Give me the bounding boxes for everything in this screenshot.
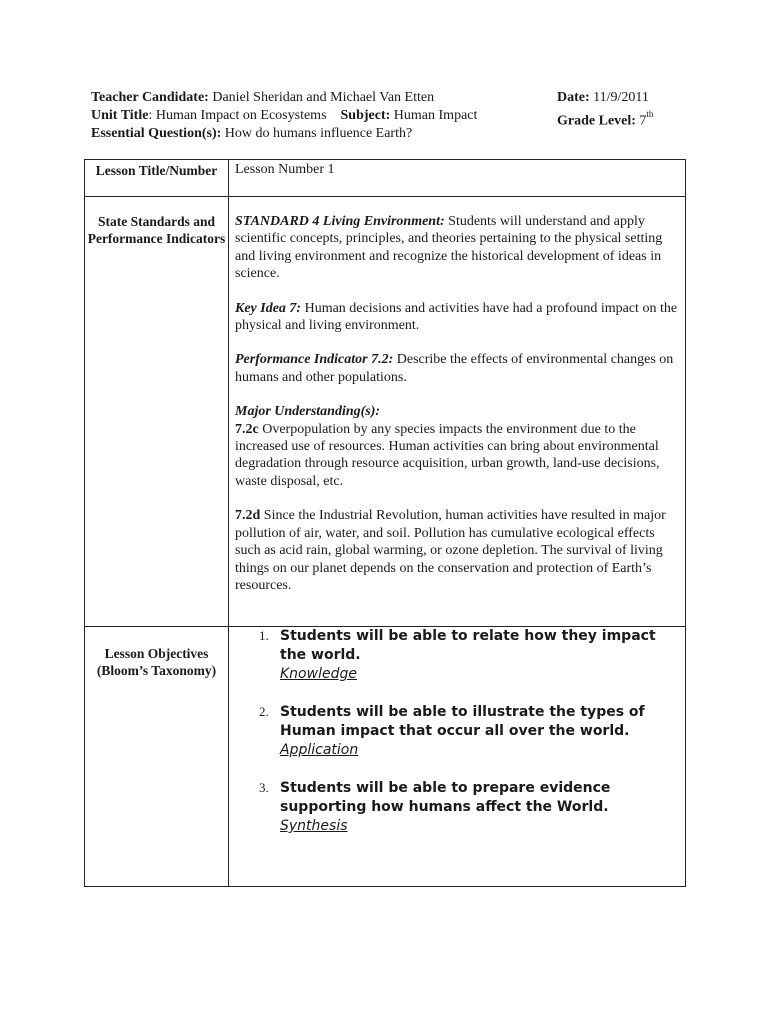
unit-label: Unit Title: [91, 108, 149, 123]
objective-item: [235, 703, 679, 760]
grade-superscript: th: [646, 109, 654, 119]
major-understandings-label: Major Understanding(s):: [235, 404, 381, 420]
objectives-label-cell: [85, 627, 229, 887]
objectives-content-cell: [229, 627, 686, 887]
lesson-title-value: Lesson Number 1: [235, 162, 335, 177]
teacher-label: Teacher Candidate:: [91, 90, 209, 105]
lesson-title-row: [85, 160, 686, 197]
performance-indicator-text: Describe the effects of environmental changes on humans and other populations.: [235, 352, 674, 385]
header-row-essential-question: [91, 125, 691, 143]
essential-question-label: Essential Question(s):: [91, 126, 222, 141]
standards-label: State Standards and Performance Indicators: [87, 214, 226, 246]
key-idea-paragraph: [235, 300, 679, 335]
lesson-title-label-cell: [85, 160, 229, 197]
performance-indicator-paragraph: [235, 351, 679, 386]
objective-text: Students will be able to illustrate the types of Human impact that occur all over the world.: [280, 704, 645, 739]
standard-paragraph: [235, 213, 679, 283]
header-row-teacher: [91, 89, 691, 107]
understanding-7-2c: [235, 421, 679, 491]
objective-number: 2.: [259, 704, 269, 719]
standards-label-cell: [85, 197, 229, 627]
understanding-7-2d-text: Since the Industrial Revolution, human activities have resulted in major pollution of air, water, and soil. Pollution has cumulative ecological effects such as acid rain, global warming, or ozone depletion. The survival of living things on our planet depends on the conservation and protection of Earth’s resources.: [235, 508, 666, 593]
understanding-7-2d: [235, 507, 679, 594]
objective-item: [235, 627, 679, 684]
standards-content-cell: [229, 197, 686, 627]
date-field: [557, 89, 649, 107]
understanding-7-2c-text: Overpopulation by any species impacts the environment due to the increased use of resources. Human activities can bring about environmental degradation through resource acquisition, urban growth, land-use decisions, waste disposal, etc.: [235, 421, 660, 489]
lesson-plan-table: [84, 159, 686, 887]
objective-bloom-level: Knowledge: [280, 666, 357, 682]
standard-label: STANDARD 4 Living Environment:: [235, 214, 445, 229]
objective-text: Students will be able to relate how they impact the world.: [280, 628, 656, 663]
understanding-7-2d-label: 7.2d: [235, 508, 261, 524]
lesson-title-value-cell: [229, 160, 686, 197]
standards-row: [85, 197, 686, 627]
grade-label: Grade Level:: [557, 113, 636, 129]
objective-text: Students will be able to prepare evidence supporting how humans affect the World.: [280, 780, 611, 815]
lesson-title-label: Lesson Title/Number: [95, 163, 218, 178]
performance-indicator-label: Performance Indicator 7.2:: [235, 352, 394, 368]
date-label: Date:: [557, 90, 590, 105]
objective-number: 1.: [259, 628, 269, 643]
standard-text: Students will understand and apply scientific concepts, principles, and theories pertaining to the physical setting and living environment and recognize the historical development of ideas in science.: [235, 214, 663, 282]
date-value: 11/9/2011: [593, 90, 649, 105]
objective-bloom-level: Application: [280, 742, 359, 758]
objectives-label: Lesson Objectives (Bloom’s Taxonomy): [96, 646, 217, 678]
understanding-7-2c-label: 7.2c: [235, 421, 259, 437]
grade-value: 7: [639, 113, 647, 129]
essential-question-value: How do humans influence Earth?: [224, 126, 413, 141]
objectives-row: [85, 627, 686, 887]
subject-value: Human Impact: [393, 108, 478, 123]
objective-bloom-level: Synthesis: [280, 818, 348, 834]
teacher-value: Daniel Sheridan and Michael Van Etten: [212, 90, 435, 105]
lesson-plan-header: [91, 89, 691, 143]
objective-item: [235, 779, 679, 836]
key-idea-text: Human decisions and activities have had a profound impact on the physical and living environment.: [235, 300, 678, 334]
key-idea-label: Key Idea 7:: [235, 300, 302, 316]
header-row-unit: [91, 107, 691, 129]
objective-number: 3.: [259, 780, 269, 795]
unit-value: : Human Impact on Ecosystems: [148, 108, 327, 123]
subject-label: Subject:: [340, 108, 391, 123]
